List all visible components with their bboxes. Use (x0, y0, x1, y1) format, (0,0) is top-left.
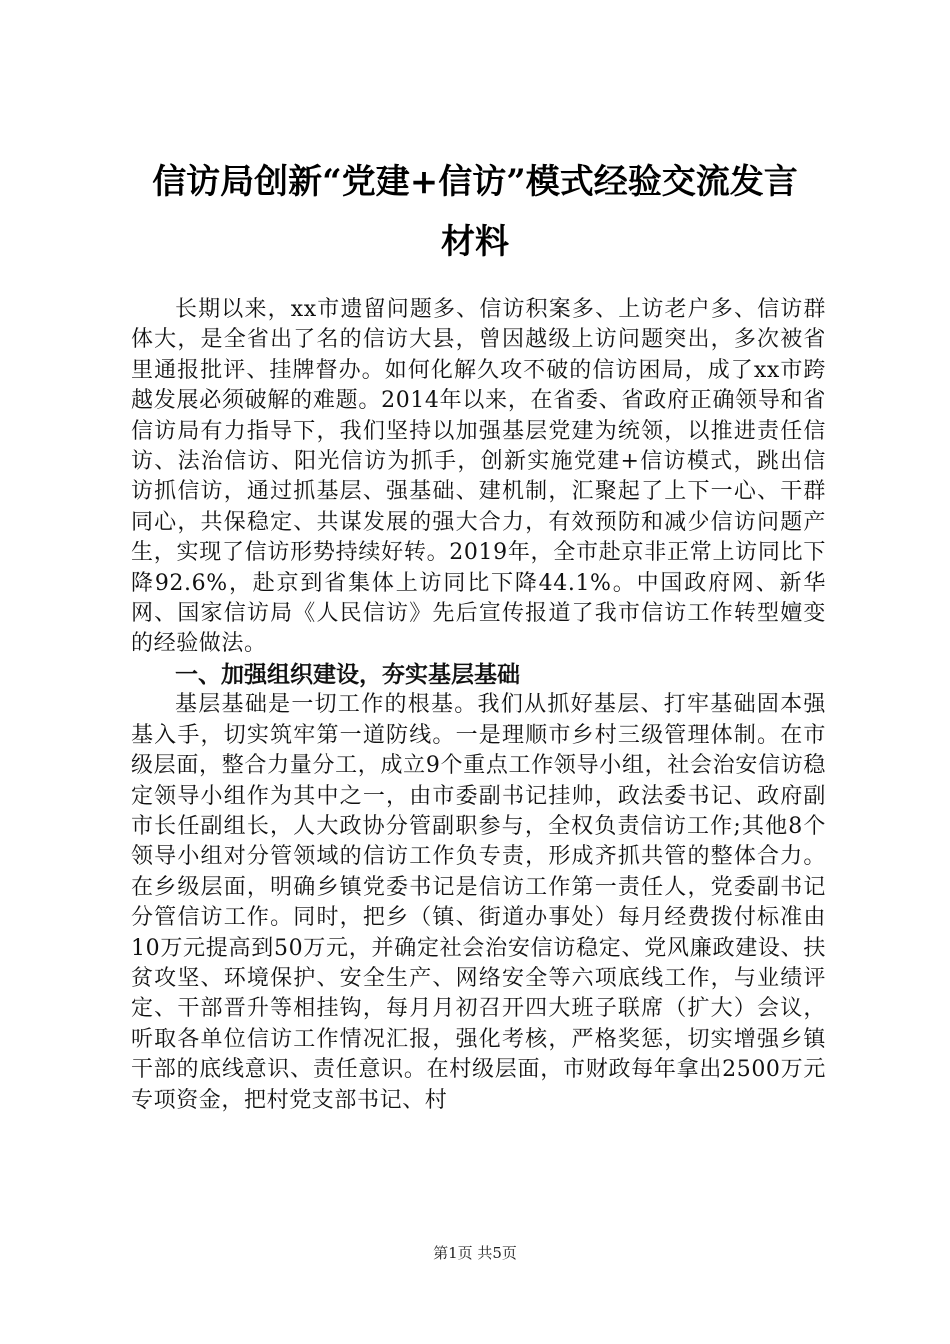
document-title-line-1: 信访局创新“党建+信访”模式经验交流发言 (152, 162, 798, 202)
paragraph-section-1: 基层基础是一切工作的根基。我们从抓好基层、打牢基础固本强基入手，切实筑牢第一道防线。一是理顺市乡村三级管理体制。在市级层面，整合力量分工，成立9个重点工作领导小组，社会治安信访稳定领导小组作为其中之一，由市委副书记挂帅，政法委书记、政府副市长任副组长，人大政协分管副职参与，全权负责信访工作;其他8个领导小组对分管领域的信访工作负专责，形成齐抓共管的整体合力。在乡级层面，明确乡镇党委书记是信访工作第一责任人，党委副书记分管信访工作。同时，把乡（镇、街道办事处）每月经费拨付标准由10万元提高到50万元，并确定社会治安信访稳定、党风廉政建设、扶贫攻坚、环境保护、安全生产、网络安全等六项底线工作，与业绩评定、干部晋升等相挂钩，每月月初召开四大班子联席（扩大）会议，听取各单位信访工作情况汇报，强化考核，严格奖惩，切实增强乡镇干部的底线意识、责任意识。在村级层面，市财政每年拿出2500万元专项资金，把村党支部书记、村 (131, 692, 826, 1113)
document-body (131, 295, 826, 1116)
section-heading-1: 一、加强组织建设，夯实基层基础 (175, 661, 520, 688)
paragraph-intro: 长期以来，xx市遗留问题多、信访积案多、上访老户多、信访群体大，是全省出了名的信访大县，曾因越级上访问题突出，多次被省里通报批评、挂牌督办。如何化解久攻不破的信访困局，成了xx市跨越发展必须破解的难题。2014年以来，在省委、省政府正确领导和省信访局有力指导下，我们坚持以加强基层党建为统领，以推进责任信访、法治信访、阳光信访为抓手，创新实施党建+信访模式，跳出信访抓信访，通过抓基层、强基础、建机制，汇聚起了上下一心、干群同心，共保稳定、共谋发展的强大合力，有效预防和减少信访问题产生，实现了信访形势持续好转。2019年，全市赴京非正常上访同比下降92.6%，赴京到省集体上访同比下降44.1%。中国政府网、新华网、国家信访局《人民信访》先后宣传报道了我市信访工作转型嬗变的经验做法。 (131, 297, 826, 657)
page-footer: 第1页 共5页 (433, 1244, 517, 1262)
document-title-line-2: 材料 (441, 222, 509, 262)
